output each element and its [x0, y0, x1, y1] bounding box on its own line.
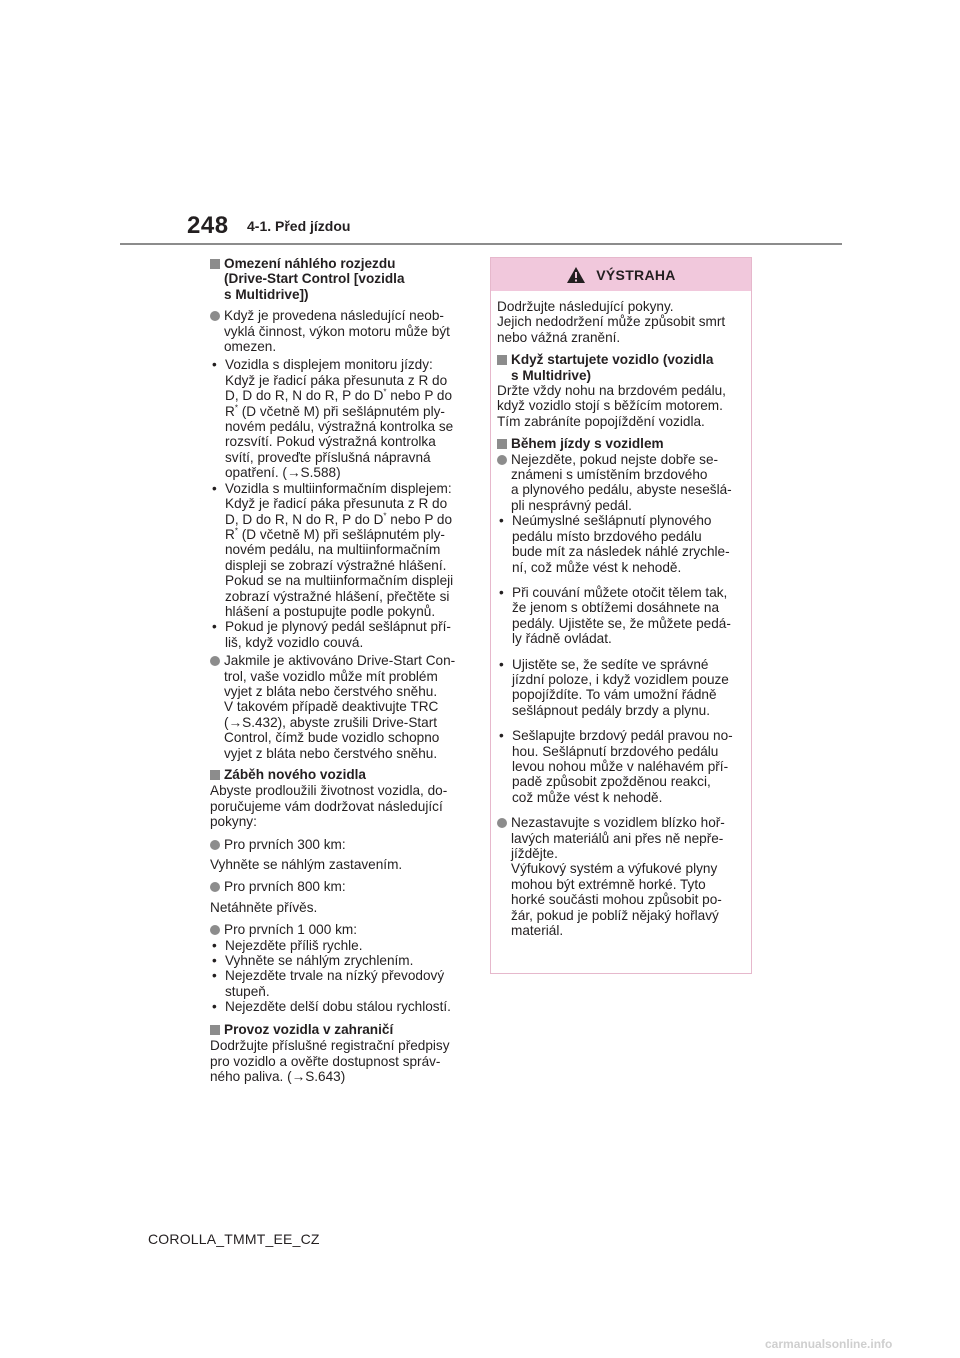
- watermark: carmanualsonline.info: [765, 1337, 893, 1351]
- list-item: Nezastavujte s vozidlem blízko hoř- lavých materiálů ani přes ně nepře- jíždějte. Výfukový systém a výfukové plyny mohou být extrémně horké. Tyto horké součásti mohou způsobit po- žár, pokud je poblíž nějaký hořlavý materiál.: [497, 815, 745, 938]
- heading-abroad: Provoz vozidla v zahraničí: [210, 1022, 472, 1037]
- left-column: [210, 256, 472, 1084]
- heading-drive-start-control: Omezení náhlého rozjezdu (Drive-Start Control [vozidla s Multidrive]): [210, 256, 472, 302]
- paragraph: Vyhněte se náhlým zastavením.: [210, 857, 403, 873]
- list-item: Nejezděte, pokud nejste dobře se- známeni s umístěním brzdového a plynového pedálu, abyste nesešlá- pli nesprávný pedál.: [497, 452, 745, 514]
- heading-driving: Během jízdy s vozidlem: [497, 436, 745, 451]
- paragraph: Dodržujte následující pokyny. Jejich nedodržení může způsobit smrt nebo vážná zranění.: [497, 299, 726, 345]
- list-item: Pro prvních 800 km:: [210, 879, 472, 894]
- section-title: 4-1. Před jízdou: [247, 218, 351, 234]
- bullet-item: • Ujistěte se, že sedíte ve správné jízdní poloze, i když vozidlem pouze popojíždíte. To vám umožní řádně sešlápnout pedály brzdy a plynu.: [497, 657, 745, 719]
- warning-box: [490, 257, 752, 974]
- heading-break-in: Záběh nového vozidla: [210, 767, 472, 782]
- footer-doc-code: COROLLA_TMMT_EE_CZ: [148, 1231, 320, 1247]
- warning-header: [491, 258, 751, 291]
- list-item: Jakmile je aktivováno Drive-Start Con- trol, vaše vozidlo může mít problém vyjet z bláta nebo čerstvého sněhu. V takovém případě deaktivujte TRC (→S.432), abyste zrušili Drive-Start Control, čímž bude vozidlo schopno vyjet z bláta nebo čerstvého sněhu.: [210, 653, 472, 761]
- warning-body: [491, 291, 751, 938]
- list-item: Když je provedena následující neob- vyklá činnost, výkon motoru může být omezen.: [210, 308, 472, 354]
- warning-title: VÝSTRAHA: [596, 266, 676, 283]
- paragraph: Dodržujte příslušné registrační předpisy pro vozidlo a ověřte dostupnost správ- ného paliva. (→S.643): [210, 1038, 450, 1084]
- bullet-item: • Sešlapujte brzdový pedál pravou no- hou. Sešlápnutí brzdového pedálu levou nohou může v naléhavém pří- padě způsobit zpožděnou reakci, což může vést k nehodě.: [497, 728, 745, 805]
- bullet-item: • Nejezděte příliš rychle.: [210, 938, 472, 953]
- heading-starting: Když startujete vozidlo (vozidla s Multidrive): [497, 352, 745, 383]
- list-item: Pro prvních 1 000 km:: [210, 922, 472, 937]
- bullet-item: • Nejezděte trvale na nízký převodový stupeň.: [210, 968, 472, 999]
- bullet-item: • Vyhněte se náhlým zrychlením.: [210, 953, 472, 968]
- warning-icon: [566, 266, 586, 284]
- paragraph: Abyste prodloužili životnost vozidla, do- poručujeme vám dodržovat následující pokyny:: [210, 783, 448, 830]
- paragraph: Držte vždy nohu na brzdovém pedálu, když vozidlo stojí s běžícím motorem. Tím zabráníte popojíždění vozidla.: [497, 383, 726, 429]
- page-number: 248: [187, 212, 229, 239]
- bullet-item: • Při couvání můžete otočit tělem tak, že jenom s obtížemi dosáhnete na pedály. Ujistěte se, že můžete pedá- ly řádně ovládat.: [497, 585, 745, 647]
- list-item: Pro prvních 300 km:: [210, 837, 472, 852]
- bullet-item: • Neúmyslné sešlápnutí plynového pedálu místo brzdového pedálu bude mít za následek náhlé zrychle- ní, což může vést k nehodě.: [497, 513, 745, 575]
- paragraph: Netáhněte přívěs.: [210, 899, 318, 915]
- bullet-item: • Pokud je plynový pedál sešlápnut pří- liš, když vozidlo couvá.: [210, 619, 472, 650]
- bullet-item: • Nejezděte delší dobu stálou rychlostí.: [210, 999, 472, 1014]
- bullet-item: • Vozidla s multiinformačním displejem: Když je řadicí páka přesunuta z R do D, D do R, N do R, P do D* nebo P do R* (D včetně M) při sešlápnutém ply- novém pedálu, na multiinformačním displeji se zobrazí výstražné hlášení. Pokud se na multiinformačním displeji zobrazí výstražné hlášení, přečtěte si hlášení a postupujte podle pokynů.: [210, 481, 472, 620]
- header-divider: [120, 243, 842, 245]
- bullet-item: • Vozidla s displejem monitoru jízdy: Když je řadicí páka přesunuta z R do D, D do R, N do R, P do D* nebo P do R* (D včetně M) při sešlápnutém ply- novém pedálu, výstražná kontrolka se rozsvítí. Pokud výstražná kontrolka svítí, proveďte příslušná nápravná opatření. (→S.588): [210, 357, 472, 480]
